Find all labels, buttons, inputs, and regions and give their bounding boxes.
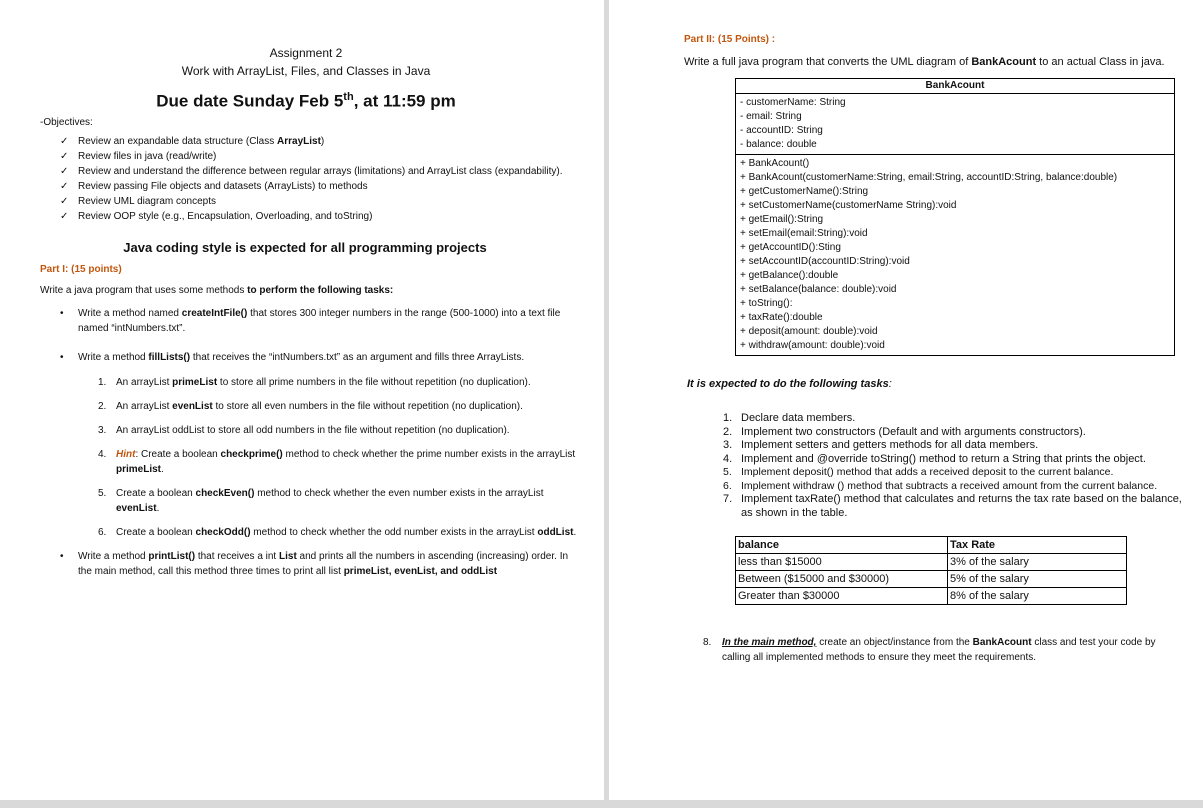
uml-attribute: - balance: double xyxy=(740,139,817,150)
list-item: 5. Implement deposit() method that adds a received deposit to the current balance. xyxy=(723,466,1114,478)
due-date: Due date Sunday Feb 5th, at 11:59 pm xyxy=(156,91,456,111)
hint-label: Hint xyxy=(116,448,136,460)
uml-method: + getCustomerName():String xyxy=(740,186,869,197)
objective-item: ✓ Review UML diagram concepts xyxy=(60,195,217,207)
uml-method: + getEmail():String xyxy=(740,214,824,225)
table-cell: 5% of the salary xyxy=(948,571,1127,588)
uml-methods xyxy=(736,154,1174,355)
uml-method: + setBalance(balance: double):void xyxy=(740,284,897,295)
table-row xyxy=(736,588,1127,605)
objectives-title: -Objectives: xyxy=(40,116,93,128)
document-page-2 xyxy=(609,0,1203,800)
uml-class-name: BankAcount xyxy=(736,79,1174,94)
objectives-list xyxy=(40,134,580,224)
list-item: 3. Implement setters and getters methods for all data members. xyxy=(723,439,1039,451)
document-page-1 xyxy=(0,0,604,800)
list-item: 1. Declare data members. xyxy=(723,412,856,424)
checkmark-icon: ✓ xyxy=(60,195,69,207)
list-item: 2. An arrayList evenList to store all even numbers in the file without repetition (no duplication). xyxy=(98,400,523,412)
tax-rate-table xyxy=(735,536,1127,605)
uml-method: + setEmail(email:String):void xyxy=(740,228,868,239)
fill-lists-subtasks xyxy=(40,375,580,540)
table-cell: 3% of the salary xyxy=(948,554,1127,571)
coding-style-note: Java coding style is expected for all programming projects xyxy=(123,239,487,255)
uml-method: + getAccountID():Sting xyxy=(740,242,841,253)
part2-intro: Write a full java program that converts the UML diagram of BankAcount to an actual Class in java. xyxy=(684,56,1165,68)
list-item: 4. Hint: Create a boolean checkprime() method to check whether the prime number exists in the arrayList primeList. xyxy=(98,448,576,475)
uml-method: + withdraw(amount: double):void xyxy=(740,340,885,351)
list-item: 3. An arrayList oddList to store all odd numbers in the file without repetition (no duplication). xyxy=(98,424,510,436)
table-header-row xyxy=(736,537,1127,554)
checkmark-icon: ✓ xyxy=(60,135,69,147)
checkmark-icon: ✓ xyxy=(60,210,69,222)
part1-title: Part I: (15 points) xyxy=(40,263,122,275)
list-item: 7. Implement taxRate() method that calculates and returns the tax rate based on the balance, as shown in the table. xyxy=(723,493,1182,519)
table-cell: 8% of the salary xyxy=(948,588,1127,605)
table-cell: Greater than $30000 xyxy=(736,588,948,605)
table-cell: less than $15000 xyxy=(736,554,948,571)
uml-attribute: - email: String xyxy=(740,111,802,122)
uml-method: + getBalance():double xyxy=(740,270,839,281)
task-bullet-fill-lists: • Write a method fillLists() that receives the “intNumbers.txt” as an argument and fills three ArrayLists. xyxy=(60,351,525,363)
task-bullet-create-int-file: • Write a method named createIntFile() that stores 300 integer numbers in the range (500-1000) into a text file named “intNumbers.txt”. xyxy=(60,307,561,334)
objective-item: ✓ Review and understand the difference between regular arrays (limitations) and ArrayList class (expandability). xyxy=(60,165,563,177)
list-item: 1. An arrayList primeList to store all prime numbers in the file without repetition (no duplication). xyxy=(98,376,531,388)
assignment-number: Assignment 2 xyxy=(269,46,343,60)
list-item: 4. Implement and @override toString() method to return a String that prints the object. xyxy=(723,452,1146,465)
objective-item: ✓ Review files in java (read/write) xyxy=(60,150,217,162)
uml-method: + setCustomerName(customerName String):void xyxy=(740,200,957,211)
table-row xyxy=(736,554,1127,571)
objective-item: ✓ Review OOP style (e.g., Encapsulation, Overloading, and toString) xyxy=(60,210,373,222)
uml-attribute: - accountID: String xyxy=(740,125,823,136)
part2-title: Part II: (15 Points) : xyxy=(684,34,776,45)
uml-method: + BankAcount() xyxy=(740,158,810,169)
table-header-cell: Tax Rate xyxy=(948,537,1127,554)
bullet-icon: • xyxy=(60,550,64,562)
checkmark-icon: ✓ xyxy=(60,150,69,162)
bullet-icon: • xyxy=(60,351,64,363)
uml-method: + setAccountID(accountID:String):void xyxy=(740,256,910,267)
part1-intro: Write a java program that uses some methods to perform the following tasks: xyxy=(40,284,394,296)
checkmark-icon: ✓ xyxy=(60,165,69,177)
bullet-icon: • xyxy=(60,307,64,319)
uml-attribute: - customerName: String xyxy=(740,97,846,108)
uml-method: + taxRate():double xyxy=(740,312,823,323)
task-bullet-print-list: • Write a method printList() that receives a int List and prints all the numbers in ascending (increasing) order. In the main method, call this method three times to print all list primeList, evenList, and oddList xyxy=(60,550,569,577)
uml-method: + toString(): xyxy=(740,298,793,309)
list-item: 6. Implement withdraw () method that subtracts a received amount from the current balance. xyxy=(723,479,1158,492)
assignment-subtitle: Work with ArrayList, Files, and Classes in Java xyxy=(181,64,431,78)
table-row xyxy=(736,571,1127,588)
uml-class-diagram xyxy=(735,78,1175,356)
table-cell: Between ($15000 and $30000) xyxy=(736,571,948,588)
uml-method: + BankAcount(customerName:String, email:String, accountID:String, balance:double) xyxy=(740,172,1118,183)
objective-item: ✓ Review an expandable data structure (Class ArrayList) xyxy=(60,135,325,147)
checkmark-icon: ✓ xyxy=(60,180,69,192)
tasks-intro: It is expected to do the following tasks: xyxy=(687,378,892,390)
objective-item: ✓ Review passing File objects and datasets (ArrayLists) to methods xyxy=(60,180,368,192)
uml-attributes xyxy=(736,94,1174,154)
list-item: 6. Create a boolean checkOdd() method to check whether the odd number exists in the arrayList oddList. xyxy=(98,526,577,538)
uml-method: + deposit(amount: double):void xyxy=(740,326,878,337)
tasks-list xyxy=(684,412,1183,520)
list-item: 5. Create a boolean checkEven() method to check whether the even number exists in the arrayList evenList. xyxy=(98,487,544,514)
final-task: 8. In the main method, create an object/instance from the BankAcount class and test your code by calling all implemented methods to ensure they meet the requirements. xyxy=(703,637,1156,663)
table-header-cell: balance xyxy=(736,537,948,554)
assignment-header xyxy=(32,44,580,113)
list-item: 2. Implement two constructors (Default and with arguments constructors). xyxy=(723,425,1086,438)
